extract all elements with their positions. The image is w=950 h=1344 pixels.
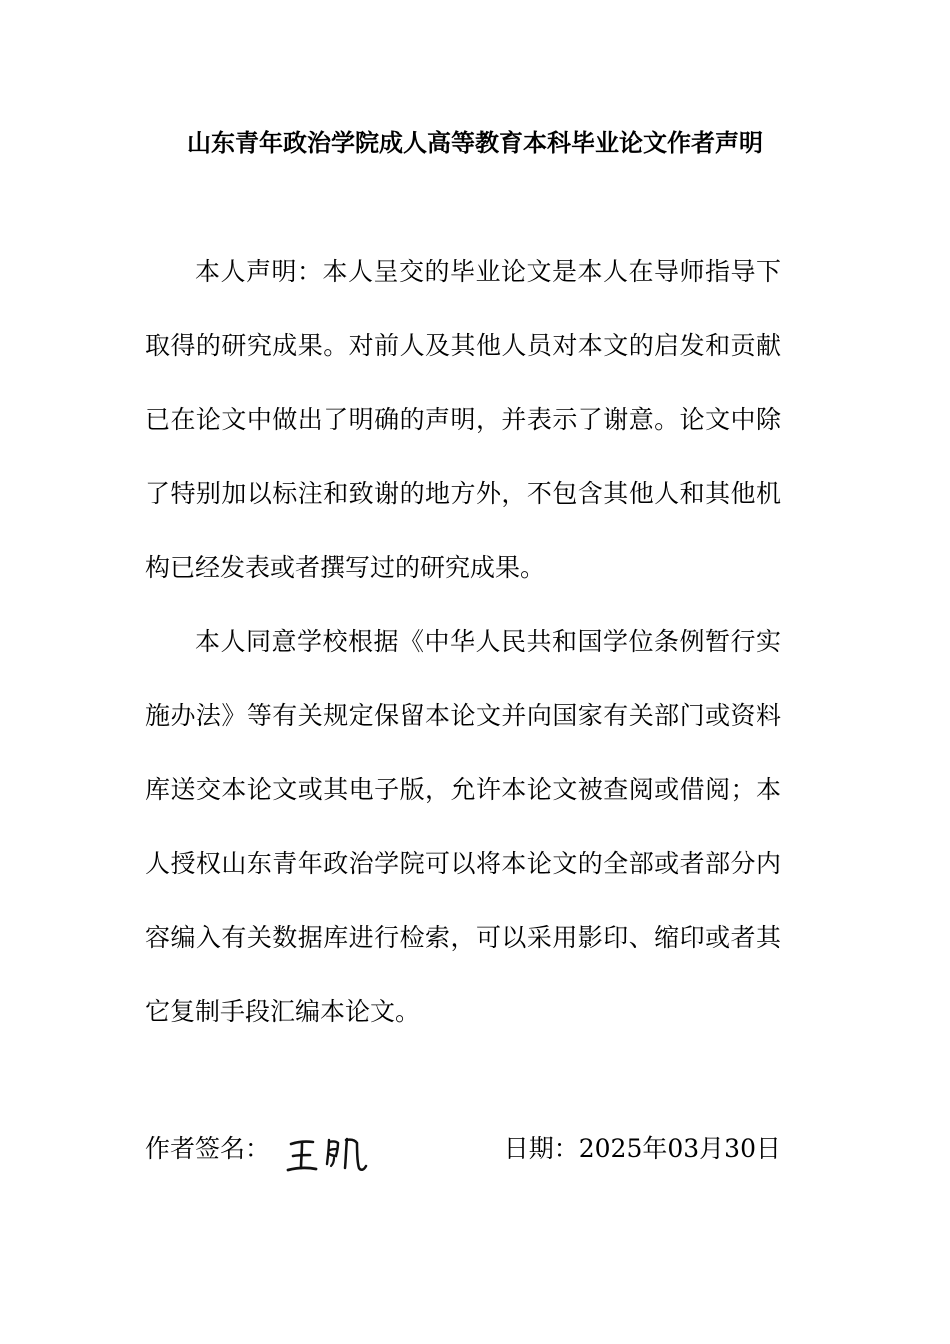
declaration-paragraph-originality: 本人声明：本人呈交的毕业论文是本人在导师指导下取得的研究成果。对前人及其他人员对本文的启发和贡献已在论文中做出了明确的声明，并表示了谢意。论文中除了特别加以标注和致谢的地方外，不包含其他人和其他机构已经发表或者撰写过的研究成果。	[145, 257, 781, 582]
declaration-paragraph-authorization: 本人同意学校根据《中华人民共和国学位条例暂行实施办法》等有关规定保留本论文并向国家有关部门或资料库送交本论文或其电子版，允许本论文被查阅或借阅；本人授权山东青年政治学院可以将本论文的全部或者部分内容编入有关数据库进行检索，可以采用影印、缩印或者其它复制手段汇编本论文。	[145, 627, 781, 1026]
signature-row	[145, 1122, 781, 1182]
author-signature-label: 作者签名：	[145, 1134, 271, 1163]
handwritten-signature	[283, 1130, 373, 1180]
declaration-title: 山东青年政治学院成人高等教育本科毕业论文作者声明	[187, 129, 763, 157]
date-group	[504, 1122, 781, 1176]
date-value: 2025年03月30日	[578, 1134, 781, 1163]
date-label: 日期：	[503, 1134, 579, 1163]
